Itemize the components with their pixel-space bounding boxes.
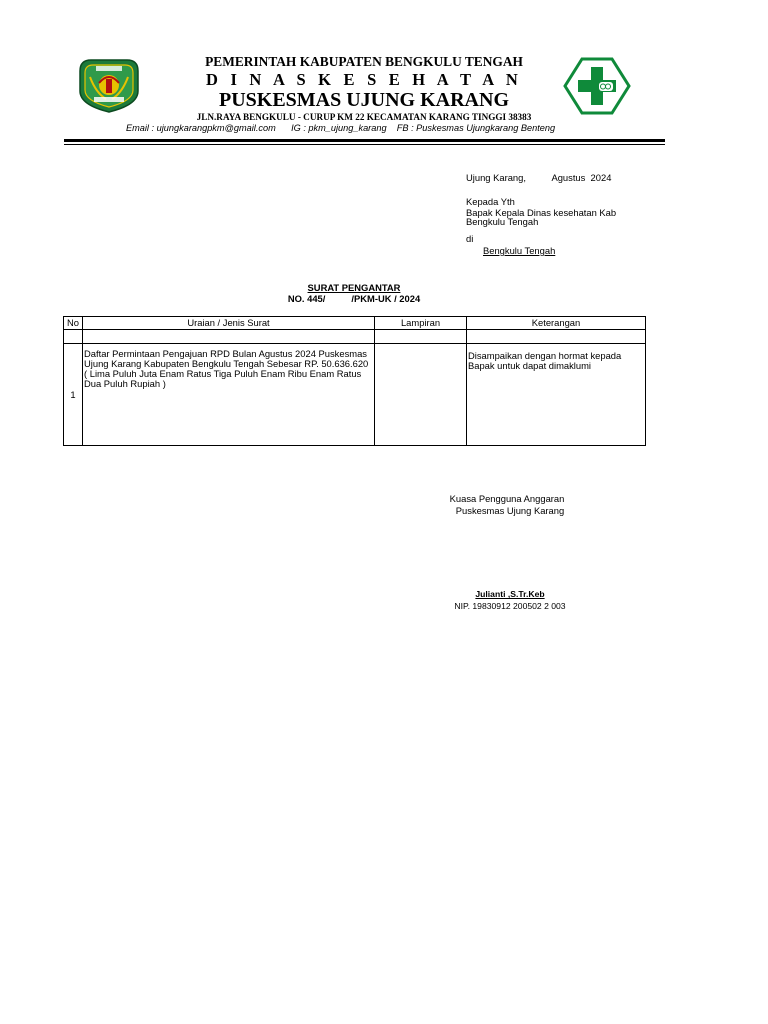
header-uraian: Uraian / Jenis Surat bbox=[83, 317, 375, 330]
row-uraian: Daftar Permintaan Pengajuan RPD Bulan Agustus 2024 Puskesmas Ujung Karang Kabupaten Bengkulu Tengah Sebesar RP. 50.636.620 ( Lima Puluh Juta Enam Ratus Tiga Puluh Enam Ribu Enam Ratus Dua Puluh Rupiah ) bbox=[84, 348, 369, 389]
signature-nip: NIP. 19830912 200502 2 003 bbox=[454, 601, 566, 611]
row-keterangan: Disampaikan dengan hormat kepada Bapak untuk dapat dimaklumi bbox=[468, 350, 622, 371]
row-uraian-cell bbox=[83, 344, 375, 446]
signature-unit: Puskesmas Ujung Karang bbox=[455, 505, 565, 516]
address-line: JLN.RAYA BENGKULU - CURUP KM 22 KECAMATAN KARANG TINGGI 38383 bbox=[196, 112, 532, 122]
header-no: No bbox=[64, 317, 83, 330]
recipient-greeting: Kepada Yth bbox=[466, 196, 515, 207]
department-name: D I N A S K E S E H A T A N bbox=[206, 70, 522, 89]
table-header-row bbox=[64, 317, 646, 330]
table-spacer-row bbox=[64, 330, 646, 344]
header-keterangan: Keterangan bbox=[467, 317, 646, 330]
recipient-destination: Bengkulu Tengah bbox=[483, 245, 556, 256]
row-keterangan-cell bbox=[467, 344, 646, 446]
government-name: PEMERINTAH KABUPATEN BENGKULU TENGAH bbox=[205, 54, 523, 69]
signature-role: Kuasa Pengguna Anggaran bbox=[449, 493, 565, 504]
signature-name: Julianti ,S.Tr.Keb bbox=[475, 589, 545, 599]
letterhead-rule-thin bbox=[64, 144, 665, 145]
table-row bbox=[64, 344, 646, 446]
row-lampiran bbox=[375, 344, 467, 446]
puskesmas-cross-icon bbox=[563, 57, 631, 115]
header-lampiran: Lampiran bbox=[375, 317, 467, 330]
contact-line: Email : ujungkarangpkm@gmail.com IG : pkm_ujung_karang FB : Puskesmas Ujungkarang Benteng bbox=[126, 123, 556, 133]
puskesmas-name: PUSKESMAS UJUNG KARANG bbox=[218, 89, 510, 111]
letter-table bbox=[63, 316, 646, 446]
place-date: Ujung Karang, Agustus 2024 bbox=[466, 172, 612, 183]
letter-number: NO. 445/ /PKM-UK / 2024 bbox=[287, 293, 421, 304]
row-no: 1 bbox=[64, 344, 83, 446]
letter-title: SURAT PENGANTAR bbox=[307, 282, 401, 293]
recipient-line-2: Bengkulu Tengah bbox=[466, 216, 539, 227]
letterhead-rule-thick bbox=[64, 139, 665, 142]
recipient-line-1: Bapak Kepala Dinas kesehatan Kab bbox=[466, 207, 617, 218]
recipient-di: di bbox=[466, 233, 474, 244]
